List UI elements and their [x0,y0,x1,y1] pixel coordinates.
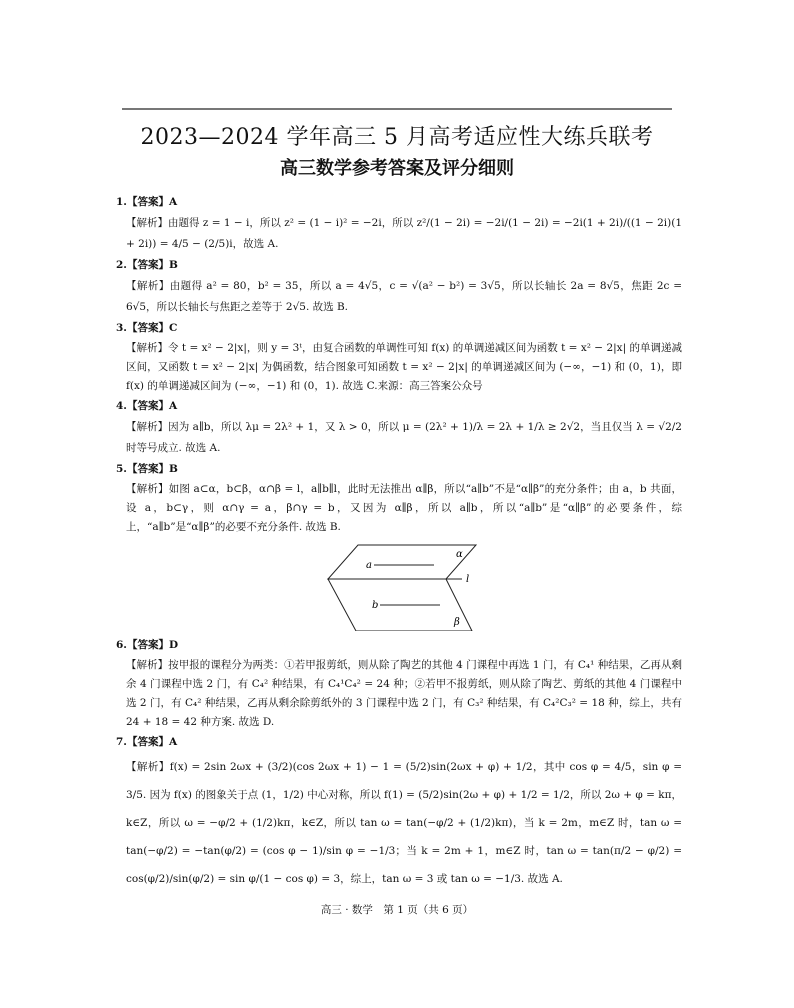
explanation: 【解析】按甲报的课程分为两类：①若甲报剪纸，则从除了陶艺的其他 4 门课程中再选 1 门，有 C₄¹ 种结果，乙再从剩余 4 门课程中选 2 门，有 C₄² 种结果，有 C₄¹C₄² = 24 种；②若甲不报剪纸，则从除了陶艺、剪纸的其他 4 门课程中选 2 门，有 C₄² 种结果，乙再从剩余除剪纸外的 3 门课程中选 2 门，有 C₃² 种结果，有 C₄²C₃² = 18 种，综上，共有 24 + 18 = 42 种方案. 故选 D. [126,659,682,728]
explanation: 【解析】如图 a⊂α，b⊂β，α∩β = l，a∥b∥l，此时无法推出 α∥β，所以“a∥b”不是“α∥β”的充分条件；由 a，b 共面，设 a，b⊂γ，则 α∩γ = a，β∩γ = b，又因为 α∥β，所以 a∥b，所以“a∥b”是“α∥β”的必要条件，综上，“a∥b”是“α∥β”的必要不充分条件. 故选 B. [126,483,682,533]
header-rule [122,108,672,110]
answer-label: 5.【答案】B [116,463,178,475]
explanation: 【解析】令 t = x² − 2|x|，则 y = 3ᵗ，由复合函数的单调性可知 f(x) 的单调递减区间为函数 t = x² − 2|x| 的单调递减区间，又函数 t = x² − 2|x| 为偶函数，结合图象可知函数 t = x² − 2|x| 的单调递减区间为 (−∞，−1) 和 (0，1)，即 f(x) 的单调递减区间为 (−∞，−1) 和 (0，1). 故选 C.来源：高三答案公众号 [126,342,682,392]
explanation: 【解析】f(x) = 2sin 2ωx + (3/2)(cos 2ωx + 1) − 1 = (5/2)sin(2ωx + φ) + 1/2，其中 cos φ = 4/5，sin φ = 3/5. 因为 f(x) 的图象关于点 (1，1/2) 中心对称，所以 f(1) = (5/2)sin(2ω + φ) + 1/2 = 1/2，所以 2ω + φ = kπ，k∈Z，所以 ω = −φ/2 + (1/2)kπ，k∈Z，所以 tan ω = tan(−φ/2 + (1/2)kπ)，当 k = 2m，m∈Z 时，tan ω = tan(−φ/2) = −tan(φ/2) = (cos φ − 1)/sin φ = −1/3；当 k = 2m + 1，m∈Z 时，tan ω = tan(π/2 − φ/2) = cos(φ/2)/sin(φ/2) = sin φ/(1 − cos φ) = 3，综上，tan ω = 3 或 tan ω = −1/3. 故选 A. [126,761,683,885]
question-6 [116,635,682,732]
label-alpha: α [456,549,463,560]
question-1 [116,192,682,255]
page-title: 2023—2024 学年高三 5 月高考适应性大练兵联考 [140,125,654,150]
question-4 [116,396,682,459]
explanation: 【解析】由题得 z = 1 − i，所以 z² = (1 − i)² = −2i，所以 z²/(1 − 2i) = −2i/(1 − 2i) = −2i(1 + 2i)/((1 − 2i)(1 + 2i)) = 4/5 − (2/5)i，故选 A. [126,217,682,250]
question-7 [116,732,682,893]
answer-label: 4.【答案】A [116,400,178,412]
answer-label: 7.【答案】A [116,736,178,748]
label-a: a [366,560,372,571]
answer-label: 1.【答案】A [116,196,178,208]
explanation: 【解析】由题得 a² = 80，b² = 35，所以 a = 4√5，c = √(a² − b²) = 3√5，所以长轴长 2a = 8√5，焦距 2c = 6√5，所以长轴长与焦距之差等于 2√5. 故选 B. [126,280,682,313]
label-l: l [466,574,470,585]
plane-alpha [328,545,476,579]
answer-label: 3.【答案】C [116,322,178,334]
question-5 [116,459,682,631]
answer-content [116,192,682,893]
page-footer: 高三 · 数学 第 1 页（共 6 页） [320,904,474,916]
planes-figure [116,543,682,631]
planes-diagram [116,543,682,631]
question-2 [116,255,682,318]
answer-label: 6.【答案】D [116,639,179,651]
label-beta: β [454,617,460,628]
label-b: b [372,600,379,611]
explanation: 【解析】因为 a∥b，所以 λμ = 2λ² + 1，又 λ > 0，所以 μ = (2λ² + 1)/λ = 2λ + 1/λ ≥ 2√2，当且仅当 λ = √2/2 时等号成立. 故选 A. [126,421,682,454]
question-3 [116,318,682,396]
page-subtitle: 高三数学参考答案及评分细则 [280,158,514,179]
answer-label: 2.【答案】B [116,259,178,271]
